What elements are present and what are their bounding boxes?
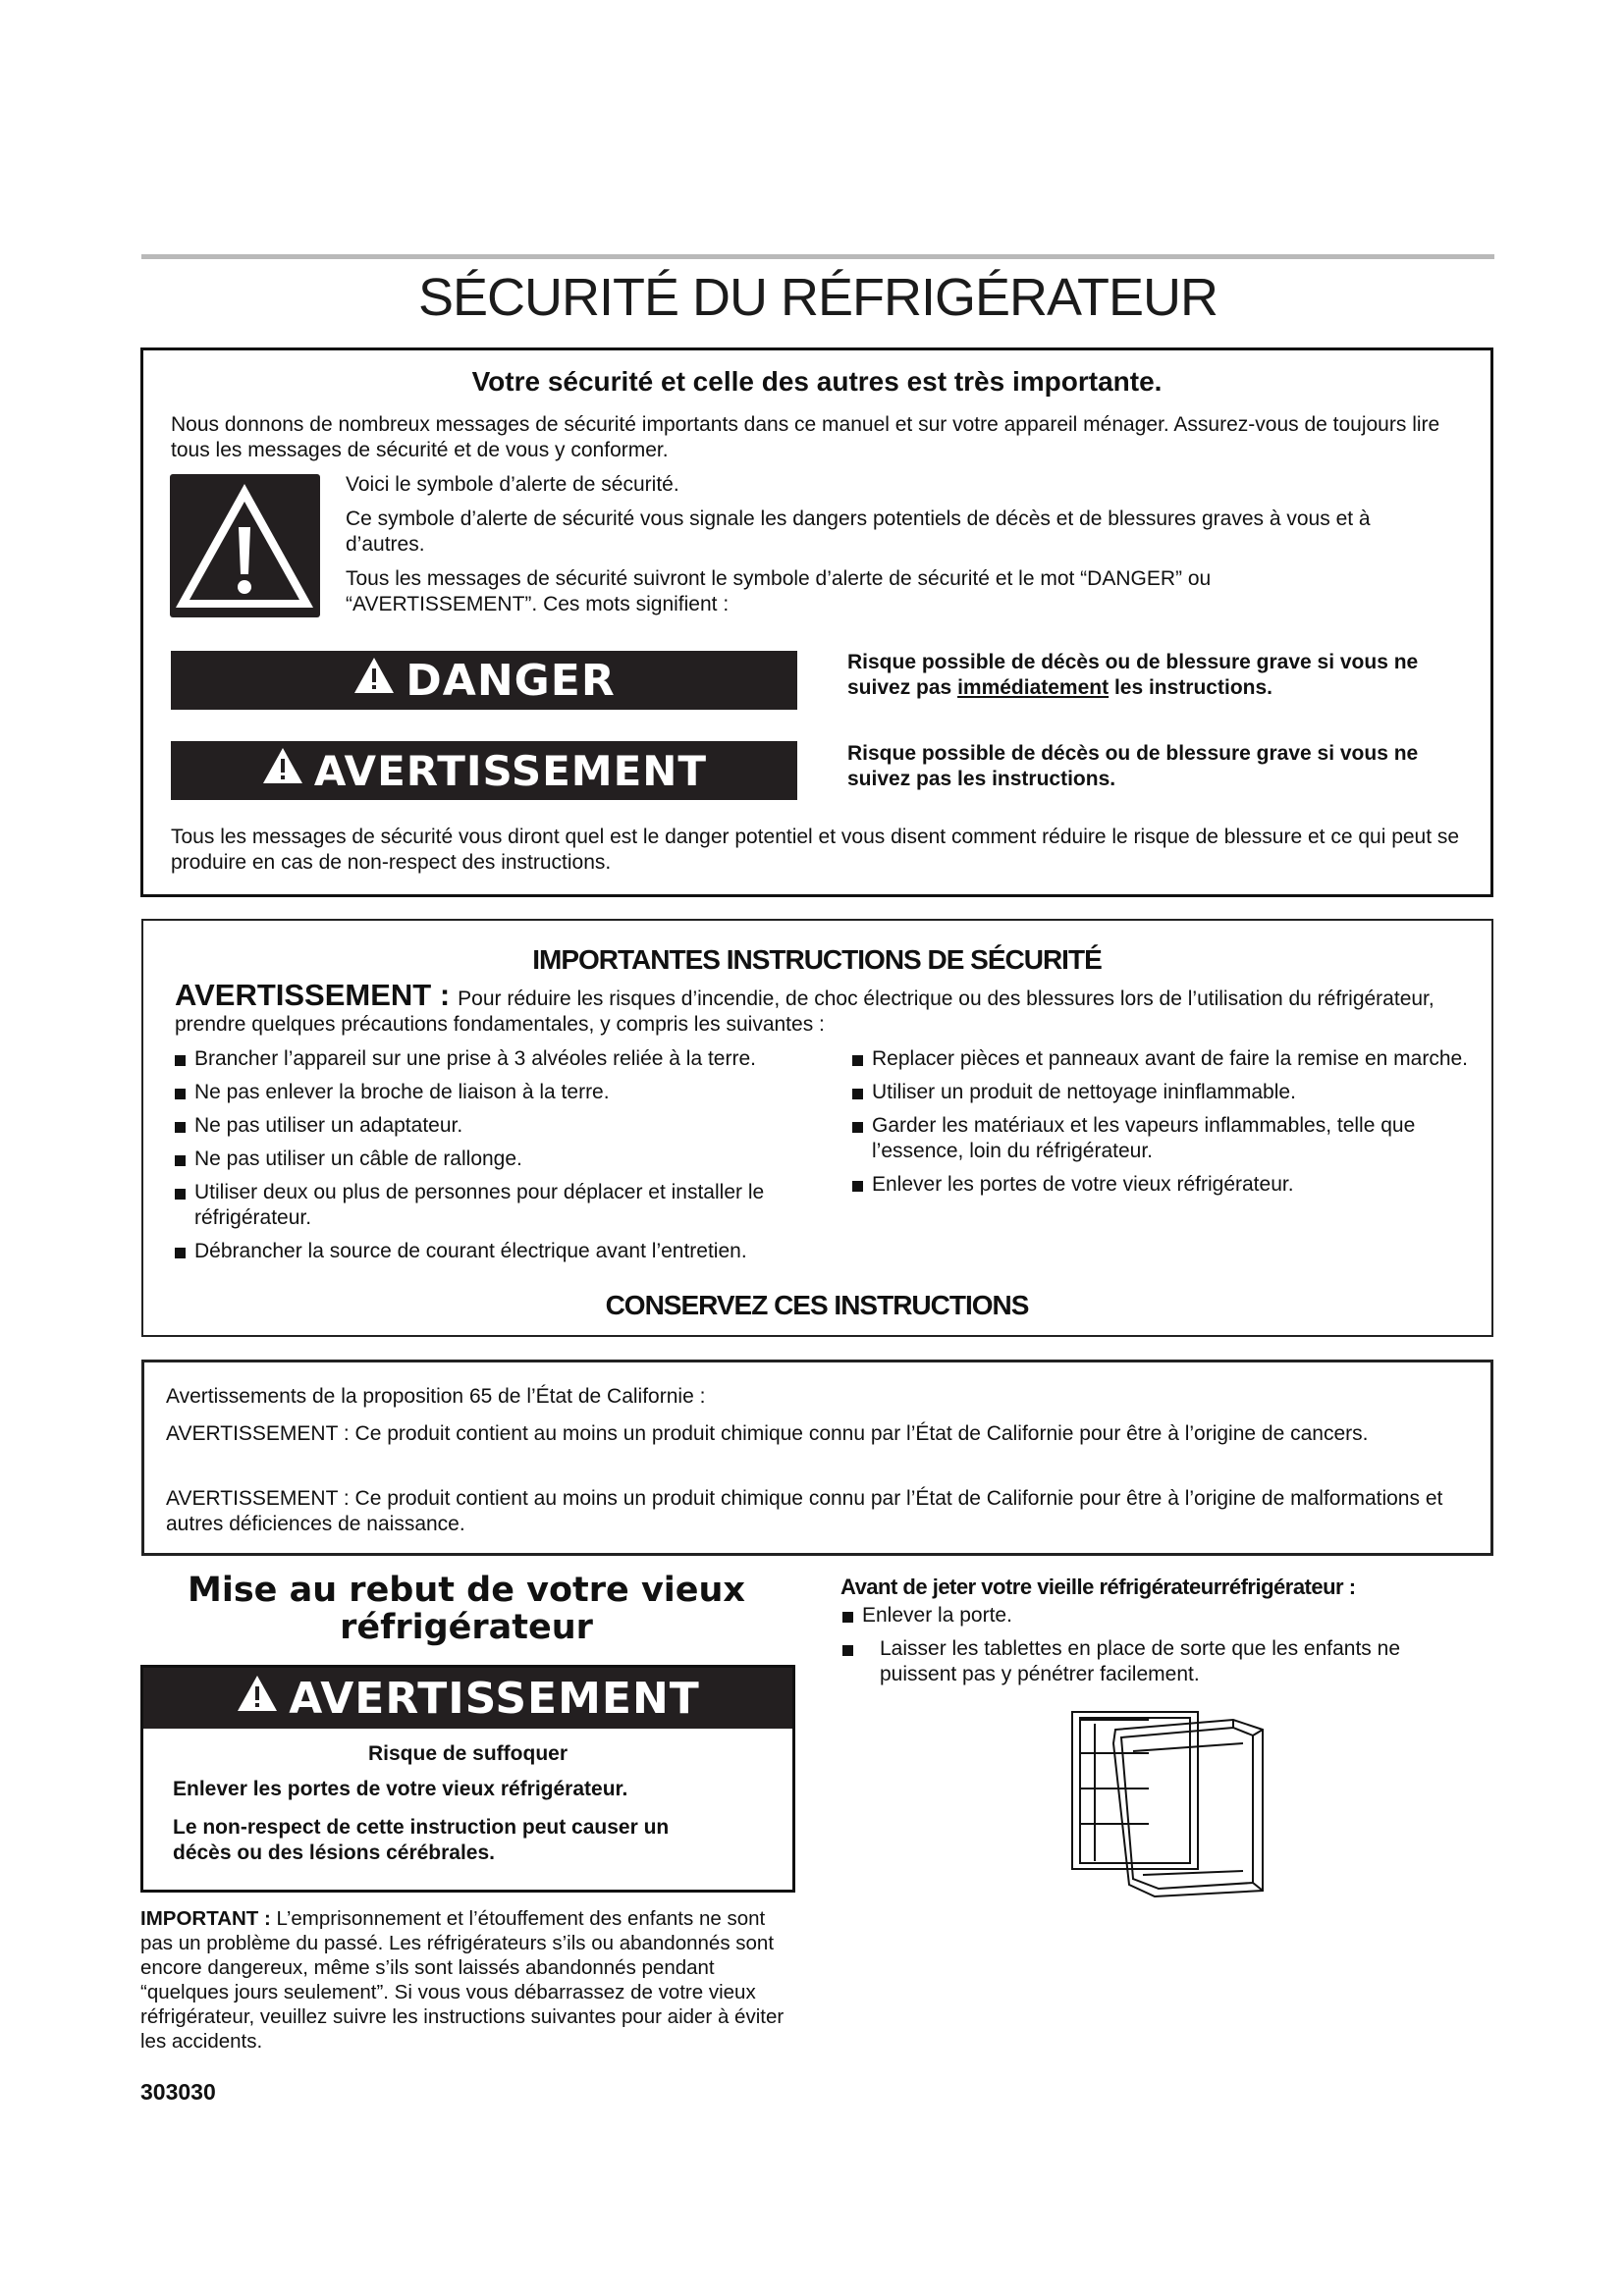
- warning-label: AVERTISSEMENT: [313, 746, 708, 795]
- instructions-heading: IMPORTANTES INSTRUCTIONS DE SÉCURITÉ: [532, 944, 1102, 975]
- important-paragraph: IMPORTANT : L’emprisonnement et l’étouffement des enfants ne sont pas un problème du passé. Les réfrigérateurs s’ils ou abandonnés sont encore dangereux, même s’ils sont laissés abandonnés pendant “quelques jours seulement”. Si vous vous débarrassez de votre vieux réfrigérateur, veuillez suivre les instructions suivantes pour aider à éviter les accidents.: [140, 1907, 785, 2053]
- disposal-heading: Mise au rebut de votre vieux réfrigérateur: [188, 1571, 745, 1647]
- list-item: Replacer pièces et panneaux avant de faire la remise en marche.: [850, 1046, 1469, 1072]
- prop65-line-1: Avertissements de la proposition 65 de l’État de Californie :: [166, 1385, 706, 1408]
- list-item: Enlever la porte.: [840, 1603, 1469, 1629]
- risk-line-2: Le non-respect de cette instruction peut causer un décès ou des lésions cérébrales.: [173, 1816, 670, 1864]
- warning-label: AVERTISSEMENT: [289, 1673, 700, 1724]
- list-item: Ne pas enlever la broche de liaison à la terre.: [173, 1080, 821, 1105]
- prop65-line-3: AVERTISSEMENT : Ce produit contient au moins un produit chimique connu par l’État de Californie pour être à l’origine de malformations et autres déficiences de naissance.: [166, 1487, 1443, 1535]
- safety-intro: Nous donnons de nombreux messages de sécurité importants dans ce manuel et sur votre appareil ménager. Assurez-vous de toujours lire tous les messages de sécurité et de vous y conformer.: [171, 413, 1440, 461]
- danger-label: DANGER: [406, 655, 616, 706]
- top-rule: [141, 254, 1494, 259]
- warning-word: AVERTISSEMENT :: [175, 978, 451, 1012]
- instructions-footer: CONSERVEZ CES INSTRUCTIONS: [605, 1290, 1029, 1320]
- warning-banner: [171, 741, 797, 800]
- suffocation-warning-box: [140, 1665, 795, 1893]
- warning-triangle-icon: [261, 746, 304, 795]
- risk-title: Risque de suffoquer: [367, 1742, 568, 1765]
- page-title: SÉCURITÉ DU RÉFRIGÉRATEUR: [417, 268, 1218, 327]
- warning-triangle-icon: [170, 474, 320, 617]
- document-number: 303030: [140, 2079, 216, 2105]
- list-item: Garder les matériaux et les vapeurs inflammables, telle que l’essence, loin du réfrigérateur.: [850, 1113, 1469, 1164]
- before-discard-heading: Avant de jeter votre vieille réfrigérateurréfrigérateur :: [840, 1575, 1356, 1599]
- danger-banner: [171, 651, 797, 710]
- prop65-box: [141, 1360, 1493, 1556]
- safety-heading: Votre sécurité et celle des autres est très importante.: [471, 366, 1163, 397]
- list-item: Brancher l’appareil sur une prise à 3 alvéoles reliée à la terre.: [173, 1046, 821, 1072]
- safety-alert-icon: [170, 474, 320, 617]
- instructions-right-list: [850, 1046, 1469, 1205]
- warning-banner: [143, 1668, 792, 1729]
- instructions-warning: AVERTISSEMENT : Pour réduire les risques d’incendie, de choc électrique ou des blessures lors de l’utilisation du réfrigérateur, prendre quelques précautions fondamentales, y compris les suivantes :: [175, 978, 1435, 1036]
- refrigerator-illustration: [1060, 1704, 1276, 1900]
- symbol-line-3: Tous les messages de sécurité suivront le symbole d’alerte de sécurité et le mot “DANGER” ou “AVERTISSEMENT”. Ces mots signifient :: [346, 567, 1212, 615]
- refrigerator-door-removed-icon: [1060, 1704, 1276, 1900]
- safety-message-box: [140, 347, 1493, 897]
- prop65-line-2: AVERTISSEMENT : Ce produit contient au moins un produit chimique connu par l’État de Californie pour être à l’origine de cancers.: [166, 1422, 1369, 1445]
- list-item: Débrancher la source de courant électrique avant l’entretien.: [173, 1239, 821, 1264]
- list-item: Enlever les portes de votre vieux réfrigérateur.: [850, 1172, 1469, 1198]
- danger-description: Risque possible de décès ou de blessure grave si vous ne suivez pas immédiatement les instructions.: [847, 651, 1419, 699]
- safety-footer: Tous les messages de sécurité vous diront quel est le danger potentiel et vous disent comment réduire le risque de blessure et ce qui peut se produire en cas de non-respect des instructions.: [171, 826, 1460, 874]
- list-item: Utiliser deux ou plus de personnes pour déplacer et installer le réfrigérateur.: [173, 1180, 803, 1231]
- list-item: Ne pas utiliser un câble de rallonge.: [173, 1147, 821, 1172]
- important-instructions-box: [141, 919, 1493, 1337]
- list-item: Ne pas utiliser un adaptateur.: [173, 1113, 821, 1139]
- warning-description: Risque possible de décès ou de blessure grave si vous ne suivez pas les instructions.: [847, 742, 1419, 790]
- instructions-left-list: [173, 1046, 821, 1272]
- symbol-line-2: Ce symbole d’alerte de sécurité vous signale les dangers potentiels de décès et de blessures graves à vous et à d’autres.: [346, 507, 1371, 556]
- symbol-line-1: Voici le symbole d’alerte de sécurité.: [346, 473, 679, 496]
- risk-line-1: Enlever les portes de votre vieux réfrigérateur.: [173, 1778, 628, 1800]
- before-discard-list: [840, 1603, 1469, 1695]
- list-item: Laisser les tablettes en place de sorte que les enfants ne puissent pas y pénétrer facilement.: [840, 1636, 1469, 1687]
- warning-triangle-icon: [352, 656, 396, 706]
- warning-triangle-icon: [236, 1674, 279, 1724]
- list-item: Utiliser un produit de nettoyage ininflammable.: [850, 1080, 1469, 1105]
